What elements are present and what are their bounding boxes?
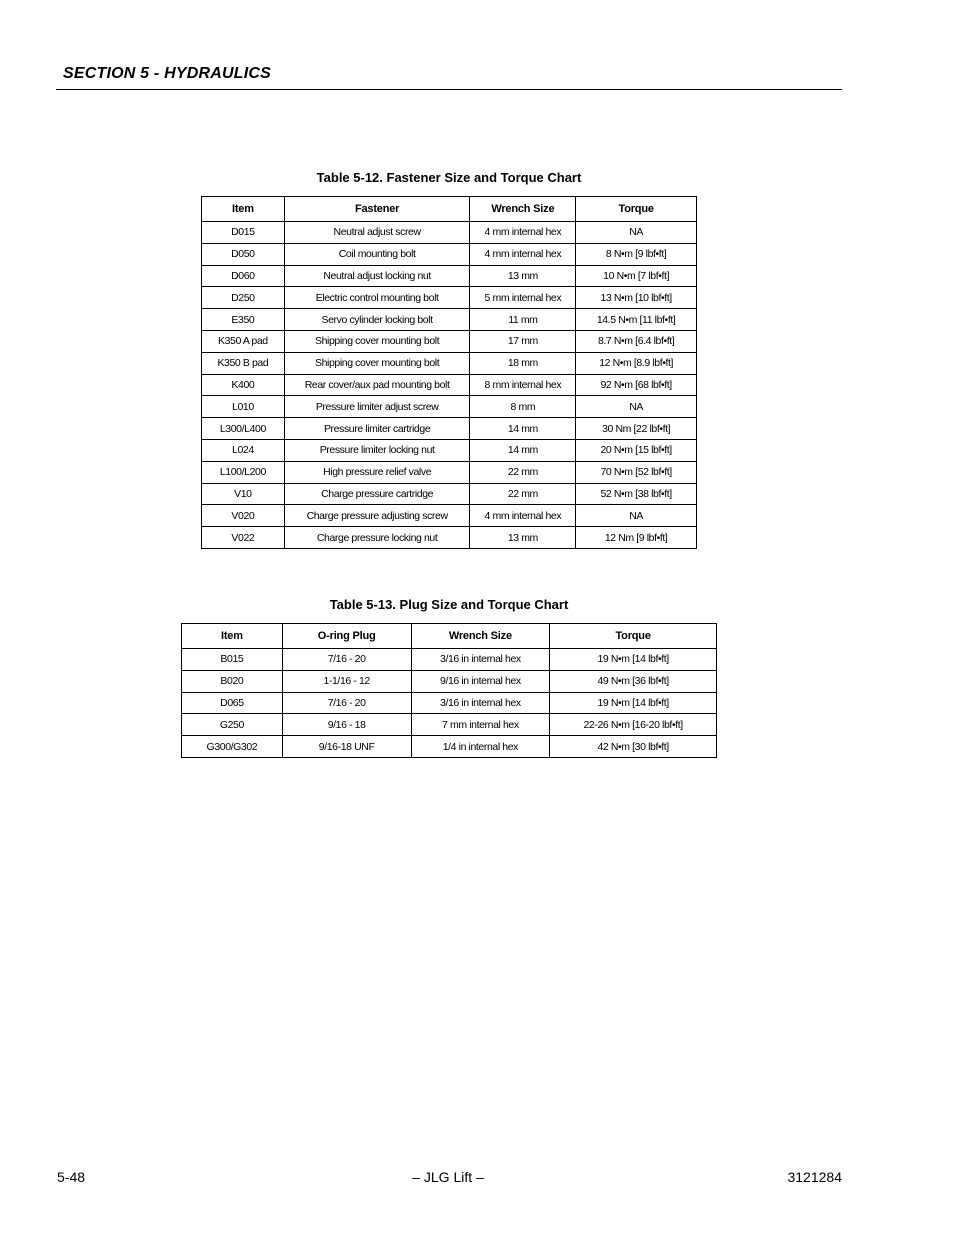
- table-row: [202, 418, 697, 440]
- description-cell: Pressure limiter cartridge: [284, 418, 470, 440]
- table-row: [182, 692, 717, 714]
- description-cell: 9/16-18 UNF: [282, 736, 411, 758]
- table-row: [202, 243, 697, 265]
- description-cell: Electric control mounting bolt: [284, 287, 470, 309]
- table-row: [202, 309, 697, 331]
- description-cell: 1-1/16 - 12: [282, 670, 411, 692]
- torque-cell: 12 N•m [8.9 lbf•ft]: [576, 352, 697, 374]
- column-header-oring-plug: O-ring Plug: [282, 624, 411, 649]
- description-cell: 7/16 - 20: [282, 692, 411, 714]
- item-cell: D050: [202, 243, 285, 265]
- plug-torque-table: [181, 623, 717, 758]
- column-header-item: Item: [202, 197, 285, 222]
- table-row: [202, 461, 697, 483]
- wrench-size-cell: 17 mm: [470, 330, 576, 352]
- torque-cell: 19 N•m [14 lbf•ft]: [550, 692, 717, 714]
- description-cell: Pressure limiter adjust screw: [284, 396, 470, 418]
- wrench-size-cell: 3/16 in internal hex: [411, 649, 550, 671]
- torque-cell: 12 Nm [9 lbf•ft]: [576, 527, 697, 549]
- torque-cell: 14.5 N•m [11 lbf•ft]: [576, 309, 697, 331]
- torque-cell: 22-26 N•m [16-20 lbf•ft]: [550, 714, 717, 736]
- item-cell: L010: [202, 396, 285, 418]
- wrench-size-cell: 4 mm internal hex: [470, 243, 576, 265]
- torque-cell: 8.7 N•m [6.4 lbf•ft]: [576, 330, 697, 352]
- table-row: [202, 374, 697, 396]
- table-row: [202, 265, 697, 287]
- description-cell: 9/16 - 18: [282, 714, 411, 736]
- footer-publisher: – JLG Lift –: [412, 1169, 484, 1185]
- description-cell: Shipping cover mounting bolt: [284, 352, 470, 374]
- description-cell: Charge pressure adjusting screw: [284, 505, 470, 527]
- wrench-size-cell: 4 mm internal hex: [470, 222, 576, 244]
- wrench-size-cell: 14 mm: [470, 418, 576, 440]
- torque-cell: 70 N•m [52 lbf•ft]: [576, 461, 697, 483]
- torque-cell: 30 Nm [22 lbf•ft]: [576, 418, 697, 440]
- torque-cell: 20 N•m [15 lbf•ft]: [576, 439, 697, 461]
- torque-cell: 13 N•m [10 lbf•ft]: [576, 287, 697, 309]
- table-row: [202, 330, 697, 352]
- column-header-torque: Torque: [576, 197, 697, 222]
- column-header-fastener: Fastener: [284, 197, 470, 222]
- page-number: 5-48: [57, 1169, 86, 1185]
- wrench-size-cell: 7 mm internal hex: [411, 714, 550, 736]
- torque-cell: NA: [576, 505, 697, 527]
- description-cell: Neutral adjust screw: [284, 222, 470, 244]
- table-row: [182, 649, 717, 671]
- item-cell: L100/L200: [202, 461, 285, 483]
- wrench-size-cell: 8 mm: [470, 396, 576, 418]
- table-row: [182, 670, 717, 692]
- torque-cell: 52 N•m [38 lbf•ft]: [576, 483, 697, 505]
- section-title: SECTION 5 - HYDRAULICS: [63, 65, 271, 82]
- table-row: [202, 527, 697, 549]
- wrench-size-cell: 14 mm: [470, 439, 576, 461]
- item-cell: E350: [202, 309, 285, 331]
- item-cell: K350 A pad: [202, 330, 285, 352]
- table-row: [202, 505, 697, 527]
- fastener-table-title: Table 5-12. Fastener Size and Torque Chart: [316, 170, 582, 185]
- item-cell: B015: [182, 649, 283, 671]
- item-cell: L024: [202, 439, 285, 461]
- table-row: [182, 736, 717, 758]
- item-cell: D250: [202, 287, 285, 309]
- table-header-row: [182, 624, 717, 649]
- description-cell: Rear cover/aux pad mounting bolt: [284, 374, 470, 396]
- fastener-torque-table: [201, 196, 697, 549]
- description-cell: High pressure relief valve: [284, 461, 470, 483]
- wrench-size-cell: 22 mm: [470, 483, 576, 505]
- column-header-wrench-size: Wrench Size: [470, 197, 576, 222]
- description-cell: Neutral adjust locking nut: [284, 265, 470, 287]
- description-cell: Charge pressure cartridge: [284, 483, 470, 505]
- item-cell: G300/G302: [182, 736, 283, 758]
- column-header-item: Item: [182, 624, 283, 649]
- table-row: [202, 396, 697, 418]
- wrench-size-cell: 9/16 in internal hex: [411, 670, 550, 692]
- item-cell: K350 B pad: [202, 352, 285, 374]
- item-cell: D065: [182, 692, 283, 714]
- torque-cell: 49 N•m [36 lbf•ft]: [550, 670, 717, 692]
- wrench-size-cell: 1/4 in internal hex: [411, 736, 550, 758]
- column-header-torque: Torque: [550, 624, 717, 649]
- torque-cell: 42 N•m [30 lbf•ft]: [550, 736, 717, 758]
- table-row: [182, 714, 717, 736]
- torque-cell: 92 N•m [68 lbf•ft]: [576, 374, 697, 396]
- wrench-size-cell: 13 mm: [470, 265, 576, 287]
- wrench-size-cell: 22 mm: [470, 461, 576, 483]
- item-cell: V10: [202, 483, 285, 505]
- document-number: 3121284: [787, 1169, 842, 1185]
- column-header-wrench-size: Wrench Size: [411, 624, 550, 649]
- description-cell: Pressure limiter locking nut: [284, 439, 470, 461]
- item-cell: D015: [202, 222, 285, 244]
- table-row: [202, 439, 697, 461]
- torque-cell: 8 N•m [9 lbf•ft]: [576, 243, 697, 265]
- plug-table-title: Table 5-13. Plug Size and Torque Chart: [329, 597, 569, 612]
- table-row: [202, 352, 697, 374]
- description-cell: Coil mounting bolt: [284, 243, 470, 265]
- item-cell: L300/L400: [202, 418, 285, 440]
- item-cell: K400: [202, 374, 285, 396]
- torque-cell: NA: [576, 396, 697, 418]
- description-cell: Servo cylinder locking bolt: [284, 309, 470, 331]
- item-cell: G250: [182, 714, 283, 736]
- wrench-size-cell: 8 mm internal hex: [470, 374, 576, 396]
- torque-cell: NA: [576, 222, 697, 244]
- wrench-size-cell: 4 mm internal hex: [470, 505, 576, 527]
- description-cell: Shipping cover mounting bolt: [284, 330, 470, 352]
- wrench-size-cell: 11 mm: [470, 309, 576, 331]
- torque-cell: 10 N•m [7 lbf•ft]: [576, 265, 697, 287]
- wrench-size-cell: 5 mm internal hex: [470, 287, 576, 309]
- table-header-row: [202, 197, 697, 222]
- description-cell: 7/16 - 20: [282, 649, 411, 671]
- table-row: [202, 483, 697, 505]
- wrench-size-cell: 18 mm: [470, 352, 576, 374]
- table-row: [202, 287, 697, 309]
- item-cell: B020: [182, 670, 283, 692]
- torque-cell: 19 N•m [14 lbf•ft]: [550, 649, 717, 671]
- item-cell: D060: [202, 265, 285, 287]
- item-cell: V020: [202, 505, 285, 527]
- item-cell: V022: [202, 527, 285, 549]
- description-cell: Charge pressure locking nut: [284, 527, 470, 549]
- header-divider: [56, 89, 842, 90]
- wrench-size-cell: 3/16 in internal hex: [411, 692, 550, 714]
- wrench-size-cell: 13 mm: [470, 527, 576, 549]
- table-row: [202, 222, 697, 244]
